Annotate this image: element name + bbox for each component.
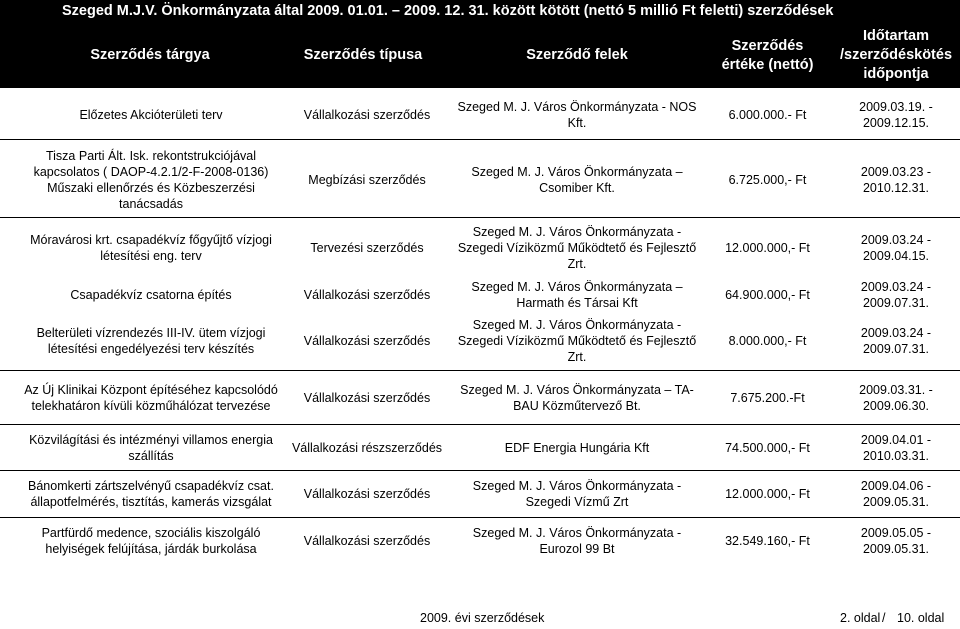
cell-ertek-text [725, 533, 810, 549]
header-tipusa [278, 23, 448, 88]
cell-targy-text [37, 325, 266, 357]
cell-line: helyiségek felújítása, járdák burkolása [45, 542, 257, 556]
cell-line: Közvilágítási és intézményi villamos energia [29, 433, 273, 447]
cell-line: Csomiber Kft. [539, 181, 615, 195]
cell-ido-text [861, 525, 931, 557]
cell-tipus [282, 222, 452, 274]
cell-ido [832, 428, 960, 468]
cell-ido-text [861, 432, 931, 464]
cell-line: 2009.05.31. [862, 542, 930, 556]
cell-line: Szeged M. J. Város Önkormányzata – TA- [460, 383, 694, 397]
cell-tipus-text [304, 390, 430, 406]
cell-line: kapcsolatos ( DAOP-4.2.1/2-F-2008-0136) [33, 165, 269, 179]
row-divider [0, 470, 960, 471]
table-row [0, 375, 960, 421]
cell-targy-text [42, 525, 261, 557]
cell-targy [20, 278, 282, 312]
cell-tipus-text [304, 287, 430, 303]
cell-ido-text [861, 325, 931, 357]
cell-line: 2009.04.15. [862, 249, 930, 263]
cell-line: Szegedi Víziközmű Működtető és Fejlesztő [457, 334, 697, 348]
header-ertek-line: értéke (nettó) [721, 56, 814, 73]
cell-line: 2009.03.23 - [860, 165, 932, 179]
footer-section: 2009. évi szerződések [420, 611, 545, 625]
cell-targy [20, 315, 282, 367]
header-targy [30, 23, 270, 88]
cell-line: 2009.03.24 - [860, 233, 932, 247]
cell-line: Szegedi Víziközmű Működtető és Fejlesztő [457, 241, 697, 255]
page-title: Szeged M.J.V. Önkormányzata által 2009. 01.01. – 2009. 12. 31. között kötött (nettó 5 millió Ft feletti) szerződések [0, 0, 960, 23]
cell-line: Vállalkozási szerződés [303, 487, 431, 501]
cell-line: 2009.03.31. - [859, 383, 933, 397]
cell-ertek-text [729, 172, 807, 188]
cell-line: BAU Közműtervező Bt. [513, 399, 641, 413]
cell-ido-text [861, 232, 931, 264]
cell-line: Partfürdő medence, szociális kiszolgáló [41, 526, 261, 540]
cell-line: 2009.04.01 - [860, 433, 932, 447]
table-header [0, 23, 960, 88]
cell-targy [20, 474, 282, 514]
cell-tipus [282, 278, 452, 312]
cell-line: létesítési eng. terv [100, 249, 202, 263]
cell-ertek [705, 278, 830, 312]
cell-felek [452, 92, 702, 138]
header-ertek-line: Szerződés [731, 37, 804, 54]
row-divider [0, 517, 960, 518]
cell-felek [452, 315, 702, 367]
cell-line: Zrt. [567, 350, 587, 364]
table-row [0, 222, 960, 274]
cell-ertek-text [729, 107, 807, 123]
cell-targy-text [29, 432, 273, 464]
cell-tipus-text [292, 440, 442, 456]
cell-line: 6.725.000,- Ft [728, 173, 807, 187]
cell-tipus [282, 375, 452, 421]
cell-felek-text [473, 525, 681, 557]
cell-felek-text [471, 279, 682, 311]
cell-line: 2010.03.31. [862, 449, 930, 463]
cell-tipus-text [304, 333, 430, 349]
cell-line: Szeged M. J. Város Önkormányzata - [472, 526, 682, 540]
cell-line: Vállalkozási szerződés [303, 391, 431, 405]
cell-tipus-text [304, 486, 430, 502]
cell-ertek-text [725, 240, 810, 256]
cell-ido [832, 92, 960, 138]
cell-ertek [705, 521, 830, 561]
cell-line: 2009.05.05 - [860, 526, 932, 540]
header-targy-label: Szerződés tárgya [90, 47, 210, 63]
cell-felek-text [505, 440, 650, 456]
cell-ido [832, 278, 960, 312]
cell-targy [20, 521, 282, 561]
cell-line: szállítás [128, 449, 174, 463]
cell-ertek-text [725, 287, 810, 303]
cell-line: 12.000.000,- Ft [725, 487, 810, 501]
header-idotartam-line: időpontja [863, 66, 929, 82]
cell-ido-text [859, 382, 933, 414]
cell-ido [832, 474, 960, 514]
cell-line: telekhatáron kívüli közműhálózat tervezése [31, 399, 271, 413]
cell-line: EDF Energia Hungária Kft [504, 441, 650, 455]
cell-ido-text [861, 279, 931, 311]
cell-line: 2009.07.31. [862, 296, 930, 310]
cell-tipus-text [304, 107, 430, 123]
cell-line: 7.675.200.-Ft [730, 391, 805, 405]
row-divider [0, 139, 960, 140]
cell-tipus [282, 92, 452, 138]
cell-felek-text [458, 99, 697, 131]
cell-ido [832, 315, 960, 367]
cell-line: Szeged M. J. Város Önkormányzata - [472, 479, 682, 493]
cell-felek-text [460, 382, 694, 414]
cell-ertek [705, 428, 830, 468]
cell-line: 2009.03.19. - [859, 100, 933, 114]
cell-ertek [705, 144, 830, 216]
cell-line: Tervezési szerződés [310, 241, 424, 255]
cell-felek [452, 428, 702, 468]
table-row [0, 474, 960, 514]
row-divider [0, 217, 960, 218]
cell-line: tanácsadás [119, 197, 183, 211]
table-row [0, 92, 960, 138]
cell-line: Belterületi vízrendezés III-IV. ütem vízjogi [36, 326, 266, 340]
table-row [0, 315, 960, 367]
cell-felek [452, 521, 702, 561]
cell-ertek-text [729, 333, 807, 349]
cell-targy-text [70, 287, 231, 303]
cell-line: Szeged M. J. Város Önkormányzata - [472, 318, 682, 332]
cell-tipus [282, 521, 452, 561]
cell-felek [452, 474, 702, 514]
cell-line: 6.000.000.- Ft [728, 108, 807, 122]
table-row [0, 428, 960, 468]
header-tipusa-label: Szerződés típusa [303, 47, 423, 63]
cell-ido [832, 144, 960, 216]
cell-ertek-text [725, 486, 810, 502]
cell-felek-text [473, 478, 681, 510]
cell-ertek-text [730, 390, 804, 406]
row-divider [0, 370, 960, 371]
cell-line: Eurozol 99 Bt [539, 542, 615, 556]
cell-ido-text [861, 164, 931, 196]
cell-tipus-text [310, 240, 423, 256]
cell-targy-text [79, 107, 222, 123]
cell-line: állapotfelmérés, tisztítás, kamerás vizsgálat [30, 495, 272, 509]
cell-line: Az Új Klinikai Központ építéséhez kapcsolódó [24, 383, 278, 397]
cell-felek-text [471, 164, 682, 196]
footer-total: 10. oldal [897, 611, 945, 625]
header-ertek [705, 23, 830, 88]
cell-line: Szeged M. J. Város Önkormányzata – [471, 280, 683, 294]
cell-line: Szeged M. J. Város Önkormányzata - [472, 225, 682, 239]
cell-line: Előzetes Akcióterületi terv [79, 108, 223, 122]
cell-line: Vállalkozási szerződés [303, 108, 431, 122]
cell-line: Harmath és Társai Kft [516, 296, 638, 310]
header-idotartam-line: /szerződéskötés [839, 47, 953, 63]
table-row [0, 521, 960, 561]
cell-tipus [282, 474, 452, 514]
row-divider [0, 424, 960, 425]
cell-tipus [282, 315, 452, 367]
cell-line: Vállalkozási szerződés [303, 534, 431, 548]
cell-felek [452, 375, 702, 421]
cell-ertek [705, 222, 830, 274]
table-row [0, 278, 960, 312]
cell-line: Műszaki ellenőrzés és Közbeszerzési [47, 181, 255, 195]
cell-felek-text [458, 224, 696, 272]
header-felek-label: Szerződő felek [526, 47, 628, 63]
cell-line: létesítési engedélyezési terv készítés [47, 342, 255, 356]
cell-line: 2009.05.31. [862, 495, 930, 509]
cell-tipus [282, 144, 452, 216]
cell-ido-text [859, 99, 933, 131]
table-row [0, 144, 960, 216]
cell-line: Csapadékvíz csatorna építés [70, 288, 232, 302]
cell-ido [832, 521, 960, 561]
cell-line: Vállalkozási szerződés [303, 334, 431, 348]
cell-line: 2009.12.15. [862, 116, 930, 130]
cell-line: Bánomkerti zártszelvényű csapadékvíz csat. [28, 479, 274, 493]
cell-line: Szeged M. J. Város Önkormányzata - NOS [457, 100, 697, 114]
cell-line: 2009.04.06 - [860, 479, 932, 493]
cell-line: Zrt. [567, 257, 587, 271]
cell-line: Vállalkozási részszerződés [291, 441, 443, 455]
cell-felek-text [458, 317, 696, 365]
cell-line: 2009.03.24 - [860, 326, 932, 340]
cell-ertek [705, 315, 830, 367]
cell-targy [20, 92, 282, 138]
cell-line: Tisza Parti Ált. Isk. rekontstrukciójával [45, 149, 257, 163]
cell-targy [20, 428, 282, 468]
cell-targy-text [28, 478, 274, 510]
cell-ido [832, 375, 960, 421]
cell-line: Szeged M. J. Város Önkormányzata – [471, 165, 683, 179]
cell-line: Megbízási szerződés [308, 173, 426, 187]
cell-line: 2009.06.30. [862, 399, 930, 413]
cell-targy [20, 375, 282, 421]
cell-targy-text [34, 148, 269, 212]
cell-line: 2010.12.31. [862, 181, 930, 195]
cell-line: 32.549.160,- Ft [725, 534, 810, 548]
cell-felek [452, 222, 702, 274]
cell-targy-text [30, 232, 272, 264]
cell-line: Kft. [567, 116, 587, 130]
footer-slash: / [882, 611, 886, 625]
footer-page: 2. oldal [840, 611, 881, 625]
cell-line: 74.500.000,- Ft [725, 441, 810, 455]
cell-ido-text [861, 478, 931, 510]
cell-targy [20, 144, 282, 216]
header-idotartam-line: Időtartam [862, 28, 930, 44]
header-felek [452, 23, 702, 88]
cell-line: 8.000.000,- Ft [728, 334, 807, 348]
cell-felek [452, 278, 702, 312]
cell-line: Móravárosi krt. csapadékvíz főgyűjtő vízjogi [30, 233, 272, 247]
cell-tipus-text [308, 172, 425, 188]
cell-targy-text [24, 382, 278, 414]
header-idotartam [832, 23, 960, 88]
cell-felek [452, 144, 702, 216]
cell-ertek-text [725, 440, 810, 456]
cell-line: Vállalkozási szerződés [303, 288, 431, 302]
cell-tipus [282, 428, 452, 468]
cell-ido [832, 222, 960, 274]
cell-tipus-text [304, 533, 430, 549]
cell-line: Szegedi Vízmű Zrt [525, 495, 629, 509]
cell-ertek [705, 375, 830, 421]
cell-line: 2009.07.31. [862, 342, 930, 356]
cell-ertek [705, 474, 830, 514]
cell-line: 64.900.000,- Ft [725, 288, 810, 302]
cell-targy [20, 222, 282, 274]
cell-line: 12.000.000,- Ft [725, 241, 810, 255]
cell-ertek [705, 92, 830, 138]
cell-line: 2009.03.24 - [860, 280, 932, 294]
